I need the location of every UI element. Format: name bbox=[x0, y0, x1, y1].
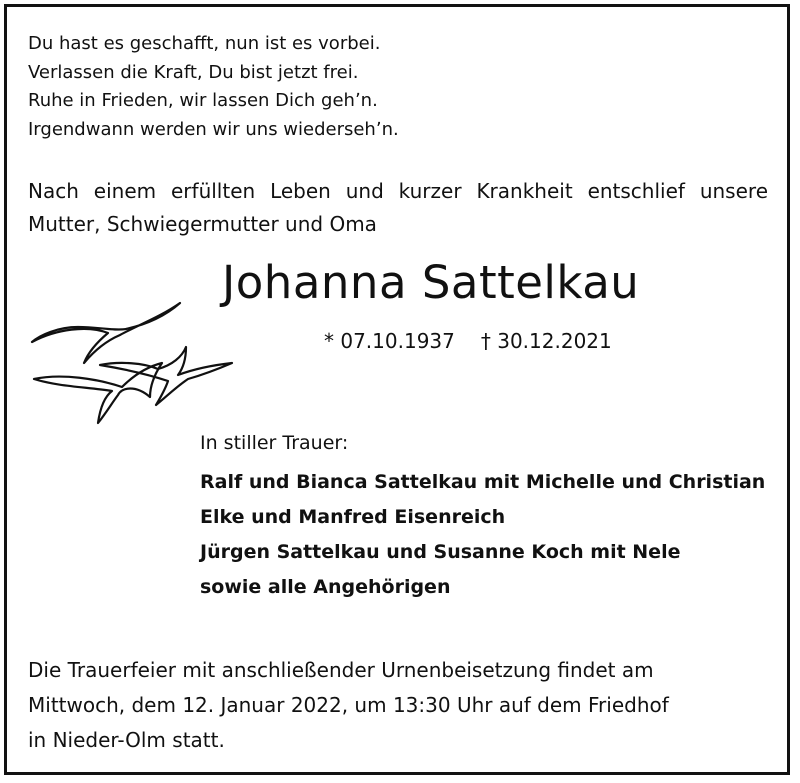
flying-birds-icon bbox=[26, 295, 256, 430]
mourner-line: Elke und Manfred Eisenreich bbox=[200, 506, 506, 528]
intro-line: Nach einem erfüllten Leben und kurzer Krankheit entschlief unsere bbox=[28, 179, 768, 203]
bird-lower-icon bbox=[34, 363, 162, 423]
bird-upper-icon bbox=[32, 303, 180, 363]
bird-right-icon bbox=[100, 347, 232, 405]
poem-line: Du hast es geschafft, nun ist es vorbei. bbox=[28, 33, 381, 54]
ceremony-line: in Nieder-Olm statt. bbox=[28, 728, 225, 752]
death-date: † 30.12.2021 bbox=[480, 329, 612, 353]
intro-line: Mutter, Schwiegermutter und Oma bbox=[28, 212, 377, 236]
life-dates bbox=[324, 326, 612, 356]
ceremony-line: Die Trauerfeier mit anschließender Urnenbeisetzung findet am bbox=[28, 658, 654, 682]
birth-date: * 07.10.1937 bbox=[324, 329, 455, 353]
poem-line: Irgendwann werden wir uns wiedersehʼn. bbox=[28, 118, 399, 140]
deceased-name: Johanna Sattelkau bbox=[222, 256, 640, 309]
poem bbox=[28, 30, 399, 144]
mourner-line: Ralf und Bianca Sattelkau mit Michelle und Christian bbox=[200, 471, 766, 493]
ceremony-line: Mittwoch, dem 12. Januar 2022, um 13:30 Uhr auf dem Friedhof bbox=[28, 693, 669, 717]
mourning-label: In stiller Trauer: bbox=[200, 432, 349, 454]
mourner-line: sowie alle Angehörigen bbox=[200, 576, 451, 598]
mourners-list bbox=[200, 465, 765, 605]
poem-line: Ruhe in Frieden, wir lassen Dich gehʼn. bbox=[28, 90, 378, 111]
poem-line: Verlassen die Kraft, Du bist jetzt frei. bbox=[28, 61, 359, 83]
ceremony-info bbox=[28, 653, 669, 758]
intro-text bbox=[28, 175, 768, 241]
mourner-line: Jürgen Sattelkau und Susanne Koch mit Nele bbox=[200, 541, 681, 563]
